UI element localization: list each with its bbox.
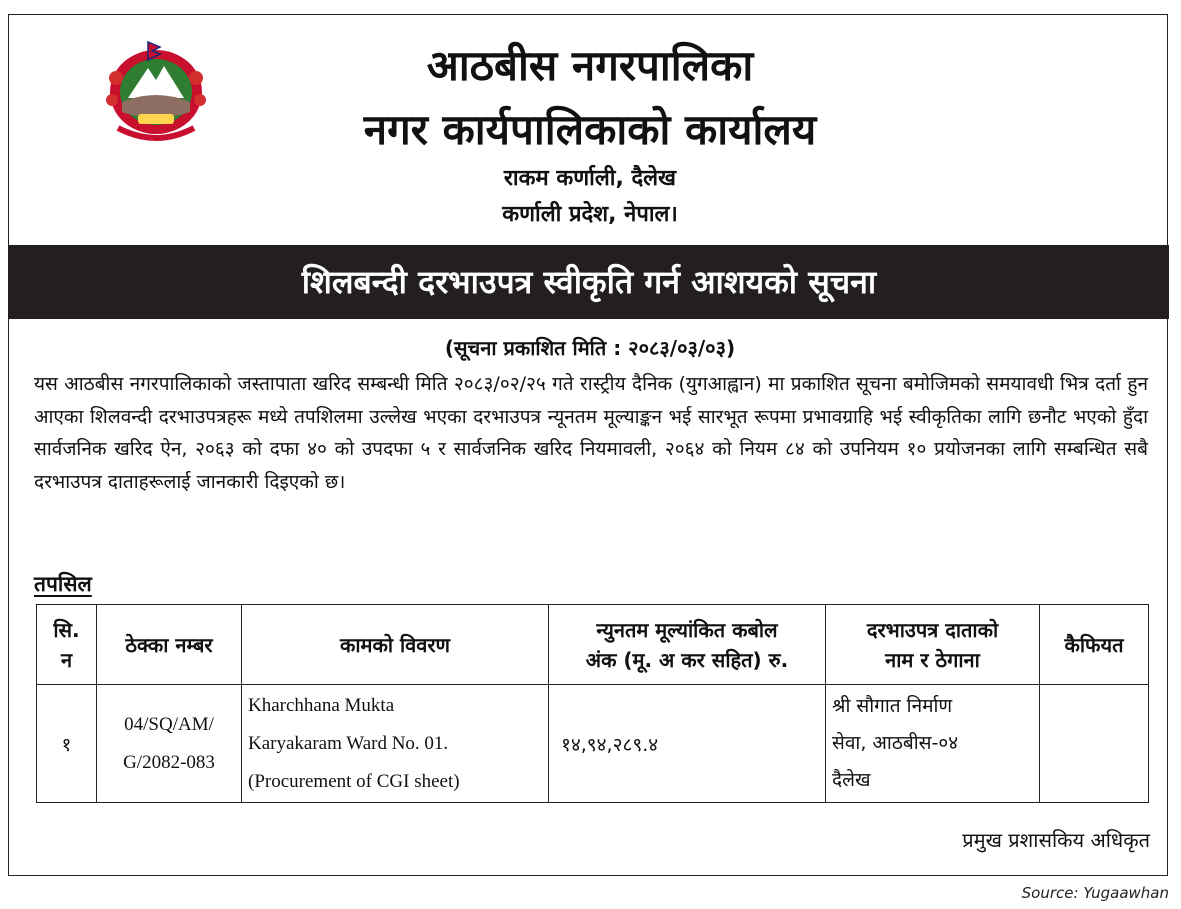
table-row [37, 685, 1149, 803]
header-bidder [826, 605, 1040, 685]
signature-title: प्रमुख प्रशासकिय अधिकृत [962, 828, 1150, 852]
header-amount-line1: न्युनतम मूल्यांकित कबोल [596, 617, 778, 642]
published-date: (सूचना प्रकाशित मिति : २०८३/०३/०३) [444, 336, 736, 360]
header-sn [37, 605, 97, 685]
cell-bidder [826, 685, 1040, 803]
cell-description-line2: Karyakaram Ward No. 01. [248, 732, 449, 754]
cell-contract-no [97, 685, 242, 803]
cell-description-line3: (Procurement of CGI sheet) [248, 770, 460, 792]
office-address: राकम कर्णाली, दैलेख [503, 166, 677, 191]
cell-bidder-line3: दैलेख [832, 769, 871, 791]
header-sn-line2: न [60, 647, 73, 672]
header-remarks: कैफियत [1040, 605, 1149, 685]
cell-remarks [1040, 685, 1149, 803]
table-caption: तपसिल [34, 572, 92, 596]
table-header-row [37, 605, 1149, 685]
cell-sn: १ [37, 685, 97, 803]
office-name: आठबीस नगरपालिका [426, 41, 754, 90]
header-bidder-line2: नाम र ठेगाना [885, 647, 980, 672]
header-amount-line2: अंक (मू. अ कर सहित) रु. [585, 647, 789, 672]
header-description: कामको विवरण [242, 605, 549, 685]
cell-amount: १४,९४,२८९.४ [549, 685, 826, 803]
notice-body: यस आठबीस नगरपालिकाको जस्तापाता खरिद सम्बन्धी मिति २०८३/०२/२५ गते रास्ट्रीय दैनिक (युगआह्वान) मा प्रकाशित सूचना बमोजिमको समयावधी भित्र दर्ता हुन आएका शिलवन्दी दरभाउपत्रहरू मध्ये तपशिलमा उल्लेख भएका दरभाउपत्र न्यूनतम मूल्याङ्कन भई सारभूत रूपमा प्रभावग्राहि भई स्वीकृतिका लागि छनौट भएको हुँदा सार्वजनिक खरिद ऐन, २०६३ को दफा ४० को उपदफा ५ र सार्वजनिक खरिद नियमावली, २०६४ को नियम ८४ को उपनियम १० प्रयोजनका लागि सम्बन्धित सबै दरभाउपत्र दाताहरूलाई जानकारी दिइएको छ। [34, 373, 1148, 493]
cell-bidder-line1: श्री सौगात निर्माण [832, 695, 953, 717]
office-subtitle: नगर कार्यपालिकाको कार्यालय [363, 105, 817, 154]
office-province: कर्णाली प्रदेश, नेपाल। [502, 202, 678, 227]
header-sn-line1: सि. [53, 617, 80, 642]
notice-title-banner: शिलबन्दी दरभाउपत्र स्वीकृति गर्न आशयको सूचना [9, 245, 1169, 319]
cell-contract-no-line2: G/2082-083 [123, 751, 215, 773]
cell-bidder-line2: सेवा, आठबीस-०४ [832, 732, 959, 754]
cell-description-line1: Kharchhana Mukta [248, 694, 395, 716]
header-contract-no: ठेक्का नम्बर [97, 605, 242, 685]
nepal-emblem-icon [98, 38, 214, 144]
details-table [36, 604, 1149, 803]
header-bidder-line1: दरभाउपत्र दाताको [866, 617, 999, 642]
cell-description [242, 685, 549, 803]
source-credit: Source: Yugaawhan [1021, 884, 1169, 902]
cell-contract-no-line1: 04/SQ/AM/ [124, 713, 214, 735]
header-amount [549, 605, 826, 685]
